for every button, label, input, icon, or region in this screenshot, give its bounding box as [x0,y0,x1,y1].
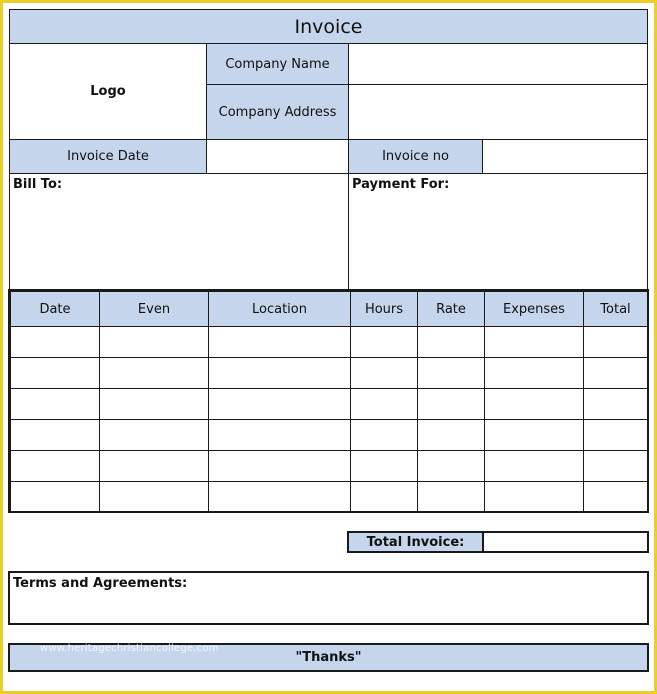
table-cell[interactable] [208,450,351,482]
table-header-even: Even [99,291,209,327]
thanks-banner: "Thanks" [8,643,649,672]
table-cell[interactable] [484,450,584,482]
table-cell[interactable] [10,357,100,389]
table-cell[interactable] [10,326,100,358]
table-cell[interactable] [99,419,209,451]
table-cell[interactable] [583,419,648,451]
table-cell[interactable] [484,419,584,451]
table-cell[interactable] [484,357,584,389]
company-name-label: Company Name [206,43,349,85]
items-table [8,289,649,513]
table-cell[interactable] [99,388,209,420]
table-header-date: Date [10,291,100,327]
company-address-label: Company Address [206,84,349,140]
table-cell[interactable] [583,450,648,482]
invoice-title: Invoice [9,9,648,44]
table-header-total: Total [583,291,648,327]
table-header-expenses: Expenses [484,291,584,327]
bill-to-box[interactable] [9,173,349,290]
table-cell[interactable] [208,326,351,358]
terms-box[interactable] [8,571,649,625]
table-cell[interactable] [350,326,418,358]
table-cell[interactable] [350,388,418,420]
table-cell[interactable] [484,388,584,420]
table-cell[interactable] [99,357,209,389]
table-cell[interactable] [99,481,209,512]
table-cell[interactable] [583,357,648,389]
payment-for-box[interactable] [348,173,648,290]
invoice-no-field[interactable] [482,139,648,174]
company-address-field[interactable] [348,84,648,140]
table-cell[interactable] [417,419,485,451]
table-header-hours: Hours [350,291,418,327]
terms-label: Terms and Agreements: [13,576,188,591]
table-cell[interactable] [350,419,418,451]
table-cell[interactable] [583,388,648,420]
table-cell[interactable] [484,326,584,358]
table-cell[interactable] [350,481,418,512]
table-cell[interactable] [10,419,100,451]
company-name-field[interactable] [348,43,648,85]
table-header-rate: Rate [417,291,485,327]
logo-cell[interactable]: Logo [9,43,207,140]
table-cell[interactable] [208,357,351,389]
table-cell[interactable] [208,388,351,420]
table-cell[interactable] [99,450,209,482]
table-cell[interactable] [10,388,100,420]
table-cell[interactable] [417,357,485,389]
table-header-location: Location [208,291,351,327]
bill-to-label: Bill To: [13,177,63,192]
table-cell[interactable] [208,419,351,451]
table-cell[interactable] [417,326,485,358]
invoice-no-label: Invoice no [348,139,483,174]
total-invoice-field[interactable] [482,531,649,553]
table-cell[interactable] [208,481,351,512]
total-invoice-label: Total Invoice: [347,531,484,553]
table-cell[interactable] [350,357,418,389]
table-cell[interactable] [484,481,584,512]
table-cell[interactable] [417,481,485,512]
table-cell[interactable] [417,450,485,482]
watermark-text: www.heritagechristiancollege.com [40,643,219,654]
table-cell[interactable] [417,388,485,420]
payment-for-label: Payment For: [352,177,450,192]
table-cell[interactable] [583,326,648,358]
invoice-date-field[interactable] [206,139,349,174]
invoice-date-label: Invoice Date [9,139,207,174]
table-cell[interactable] [583,481,648,512]
table-cell[interactable] [10,481,100,512]
table-cell[interactable] [10,450,100,482]
table-cell[interactable] [350,450,418,482]
table-cell[interactable] [99,326,209,358]
